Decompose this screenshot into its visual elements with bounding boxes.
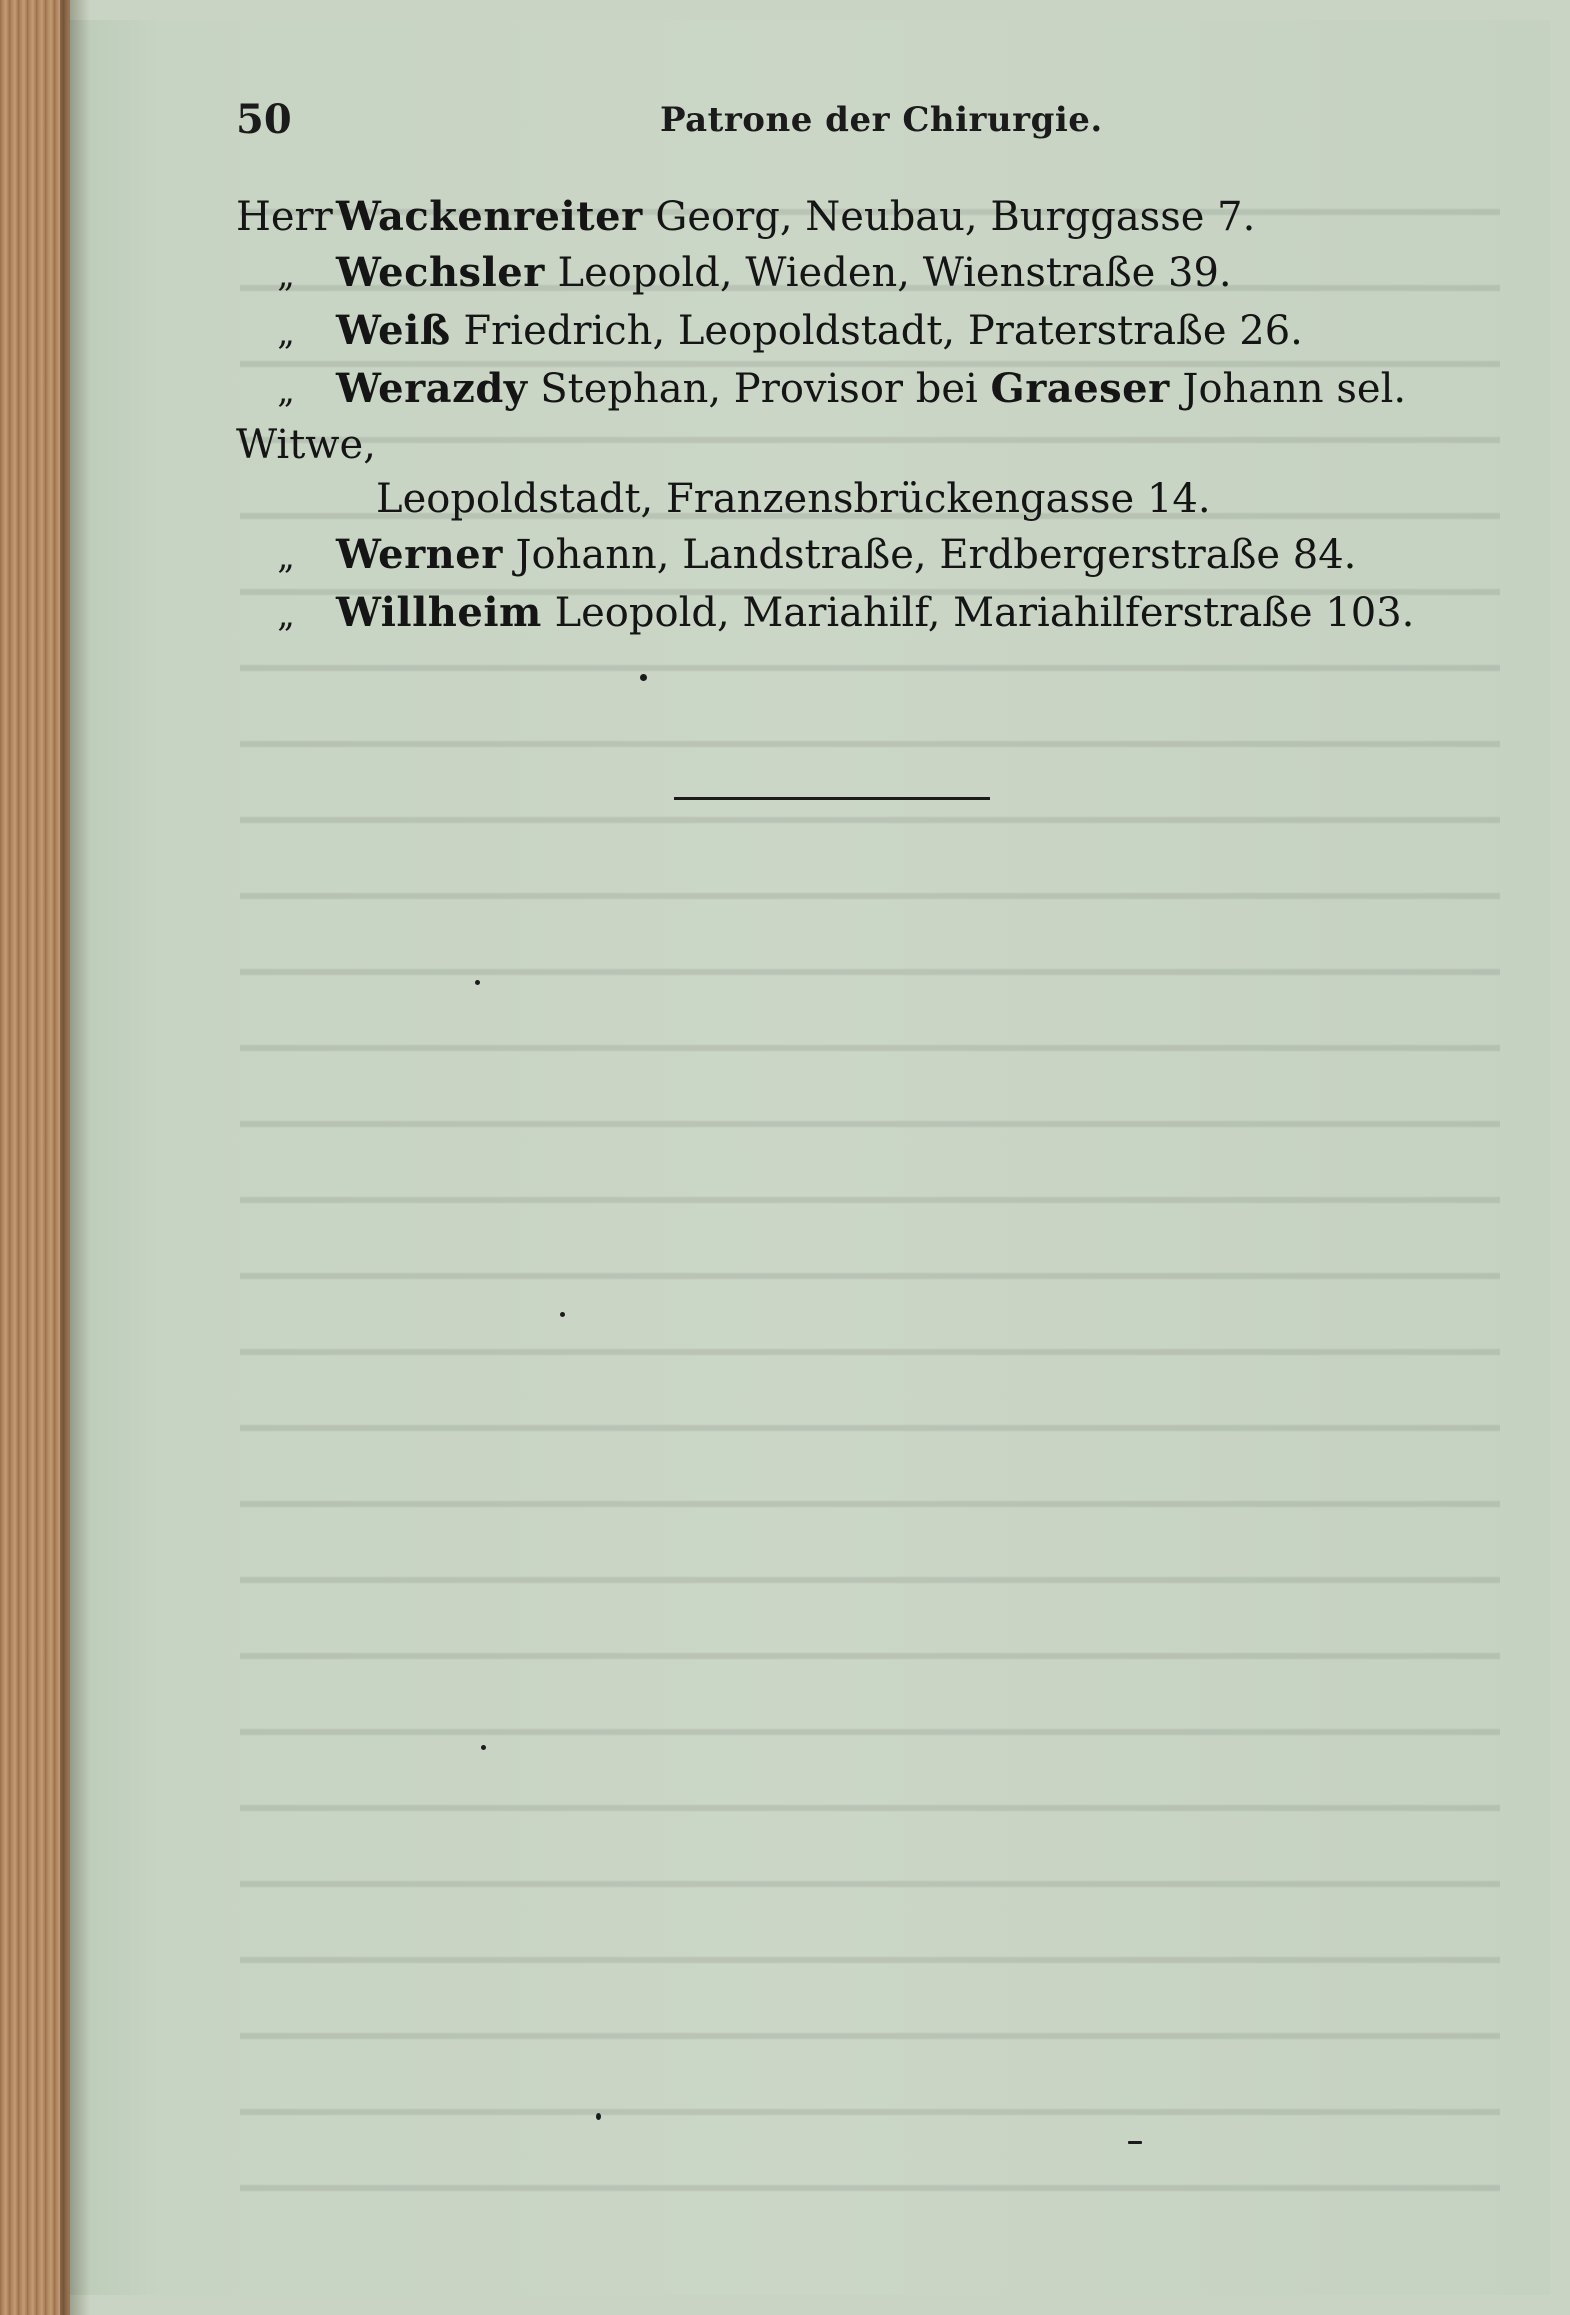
ink-speck [481, 1745, 486, 1750]
entry-name: Wackenreiter [336, 193, 643, 240]
entry-name: Weiß [336, 307, 451, 354]
entry-details: Johann, Landstraße, Erdbergerstraße 84. [502, 532, 1357, 578]
section-divider [674, 797, 990, 800]
entry-employer-name: Graeser [990, 365, 1170, 412]
page-number: 50 [236, 96, 292, 143]
ditto-mark: „ [277, 371, 295, 411]
entry-details-cont: Johann sel. Witwe, [236, 366, 1407, 468]
list-item [236, 362, 1476, 526]
list-item [236, 190, 1476, 244]
entry-details: Leopold, Wieden, Wienstraße 39. [544, 250, 1232, 296]
ditto-mark: „ [277, 313, 295, 353]
entry-continuation: Leopoldstadt, Franzensbrückengasse 14. [376, 476, 1211, 522]
list-item [236, 246, 1476, 302]
entry-prefix: Herr [236, 194, 333, 240]
entry-list [236, 190, 1476, 642]
ink-speck [475, 980, 480, 985]
ditto-mark: „ [277, 255, 295, 295]
entry-details: Georg, Neubau, Burggasse 7. [642, 194, 1256, 240]
list-item [236, 304, 1476, 360]
list-item [236, 528, 1476, 584]
entry-name: Wechsler [336, 249, 545, 296]
ditto-mark: „ [277, 537, 295, 577]
gutter-shadow [60, 0, 90, 2315]
ink-speck [596, 2113, 601, 2120]
ditto-mark: „ [277, 595, 295, 635]
entry-name: Werner [336, 531, 503, 578]
entry-details: Friedrich, Leopoldstadt, Praterstraße 26. [450, 308, 1303, 354]
list-item [236, 586, 1476, 642]
entry-name: Willheim [336, 589, 542, 636]
ink-speck [640, 674, 647, 681]
entry-details: Stephan, Provisor bei [527, 366, 991, 412]
entry-name: Werazdy [336, 365, 528, 412]
ink-speck [560, 1312, 565, 1317]
ink-speck [1128, 2141, 1142, 2144]
running-head: Patrone der Chirurgie. [660, 100, 1103, 140]
entry-details: Leopold, Mariahilf, Mariahilferstraße 103. [541, 590, 1415, 636]
